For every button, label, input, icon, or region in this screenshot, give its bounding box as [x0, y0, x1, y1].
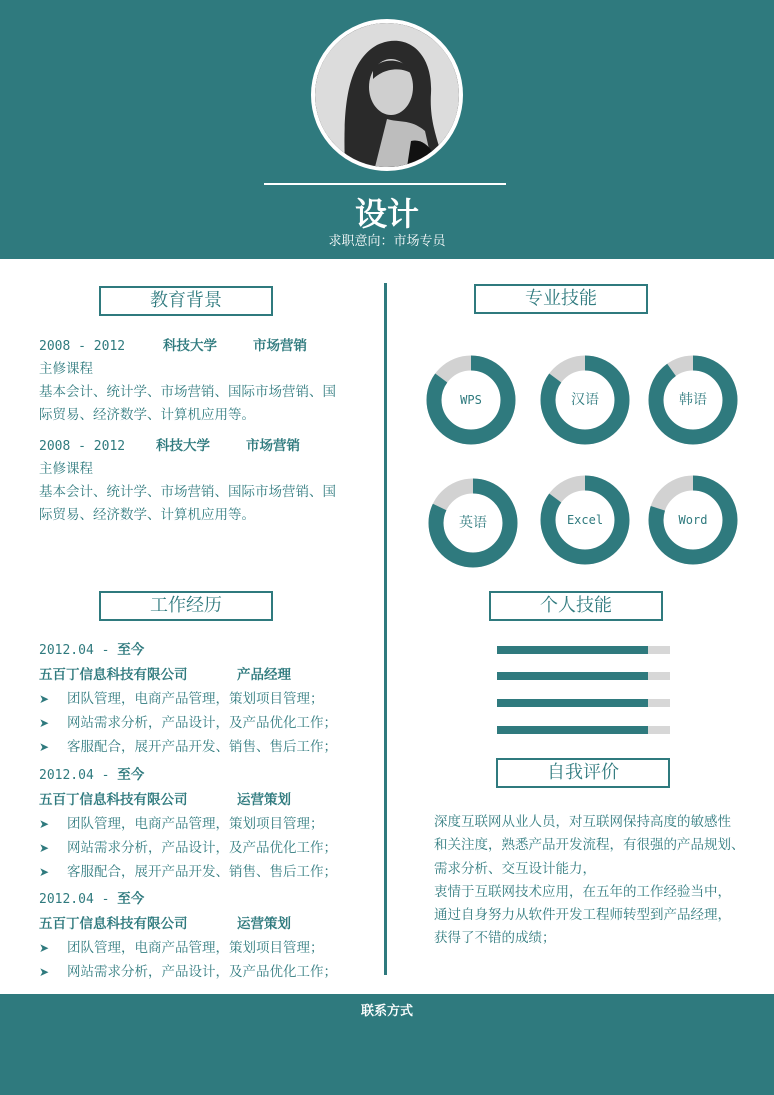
skill-ring-label: 汉语 — [571, 392, 599, 408]
work-duty: 团队管理，电商产品管理，策划项目管理； — [67, 816, 324, 832]
section-title-personal-skills: 个人技能 — [489, 591, 663, 621]
skill-bar-fill — [497, 672, 648, 680]
edu-school: 科技大学 — [156, 438, 210, 454]
skill-ring — [539, 474, 631, 566]
skill-bar-fill — [497, 726, 648, 734]
work-duty: 网站需求分析，产品设计，及产品优化工作； — [67, 715, 337, 731]
arrow-icon: ➤ — [39, 817, 50, 831]
skill-ring-label: Excel — [566, 513, 604, 527]
work-duty: 客服配合，展开产品开发、销售、售后工作； — [67, 864, 337, 880]
work-role: 产品经理 — [237, 667, 291, 683]
skill-ring-label: WPS — [460, 393, 482, 407]
work-duty: 团队管理，电商产品管理，策划项目管理； — [67, 940, 324, 956]
edu-major: 市场营销 — [253, 338, 307, 354]
header-divider — [264, 183, 506, 185]
skill-bar-fill — [497, 699, 648, 707]
work-date: 2012.04 - — [39, 768, 118, 783]
skill-ring — [647, 474, 739, 566]
avatar — [311, 19, 463, 171]
work-entry — [39, 763, 359, 884]
self-eval-text — [434, 811, 754, 951]
arrow-icon: ➤ — [39, 692, 50, 706]
skill-bar — [497, 672, 670, 680]
self-eval-line: 深度互联网从业人员，对互联网保持高度的敏感性 — [434, 814, 731, 830]
work-duty: 团队管理，电商产品管理，策划项目管理； — [67, 691, 324, 707]
skill-bar-fill — [497, 646, 648, 654]
contact-title: 联系方式 — [360, 1004, 413, 1019]
skill-ring — [427, 477, 519, 569]
work-entry — [39, 887, 359, 984]
arrow-icon: ➤ — [39, 865, 50, 879]
skill-ring-label: Word — [678, 513, 708, 527]
arrow-icon: ➤ — [39, 740, 50, 754]
portrait-icon — [315, 23, 459, 167]
self-eval-line: 和关注度，熟悉产品开发流程，有很强的产品规划、 — [434, 837, 745, 854]
work-company: 五百丁信息科技有限公司 — [39, 916, 188, 932]
section-title-work: 工作经历 — [99, 591, 273, 621]
column-divider — [384, 283, 387, 975]
work-date-text: 至今 — [117, 767, 145, 783]
work-date-text: 至今 — [117, 642, 145, 658]
self-eval-line: 获得了不错的成绩； — [434, 930, 556, 947]
edu-courses: 基本会计、统计学、市场营销、国际市场营销、国际贸易、经济数学、计算机应用等。 — [39, 484, 336, 523]
skill-bar — [497, 726, 670, 734]
arrow-icon: ➤ — [39, 941, 50, 955]
work-duty: 网站需求分析，产品设计，及产品优化工作； — [67, 964, 337, 980]
edu-years: 2008 - 2012 — [39, 439, 126, 454]
person-name: 设计 — [354, 195, 419, 233]
skill-ring — [539, 354, 631, 446]
work-duty: 网站需求分析，产品设计，及产品优化工作； — [67, 840, 337, 856]
work-date-text: 至今 — [117, 891, 145, 907]
work-company: 五百丁信息科技有限公司 — [39, 667, 188, 683]
education-entry — [39, 435, 349, 527]
education-entry — [39, 335, 349, 427]
self-eval-line: 衷情于互联网技术应用，在五年的工作经验当中， — [434, 883, 731, 900]
work-role: 运营策划 — [237, 792, 291, 808]
work-company: 五百丁信息科技有限公司 — [39, 792, 188, 808]
section-title-self-eval: 自我评价 — [496, 758, 670, 788]
self-eval-line: 通过自身努力从软件开发工程师转型到产品经理， — [434, 907, 731, 924]
edu-course-label: 主修课程 — [39, 461, 93, 477]
self-eval-line: 需求分析、交互设计能力， — [434, 860, 596, 877]
skill-ring-label: 韩语 — [679, 392, 707, 408]
edu-school: 科技大学 — [163, 338, 217, 354]
work-role: 运营策划 — [237, 916, 291, 932]
work-entry — [39, 638, 359, 759]
skill-ring — [425, 354, 517, 446]
job-intent: 求职意向：市场专员 — [328, 234, 446, 249]
work-date: 2012.04 - — [39, 892, 118, 907]
edu-major: 市场营销 — [246, 438, 300, 454]
edu-years: 2008 - 2012 — [39, 339, 126, 354]
section-title-education: 教育背景 — [99, 286, 273, 316]
arrow-icon: ➤ — [39, 716, 50, 730]
section-title-pro-skills: 专业技能 — [474, 284, 648, 314]
arrow-icon: ➤ — [39, 965, 50, 979]
skill-ring — [647, 354, 739, 446]
edu-course-label: 主修课程 — [39, 361, 93, 377]
edu-courses: 基本会计、统计学、市场营销、国际市场营销、国际贸易、经济数学、计算机应用等。 — [39, 384, 336, 423]
skill-bar — [497, 646, 670, 654]
work-duty: 客服配合，展开产品开发、销售、售后工作； — [67, 739, 337, 755]
skill-bar — [497, 699, 670, 707]
skill-ring-label: 英语 — [459, 515, 487, 531]
work-date: 2012.04 - — [39, 643, 118, 658]
arrow-icon: ➤ — [39, 841, 50, 855]
